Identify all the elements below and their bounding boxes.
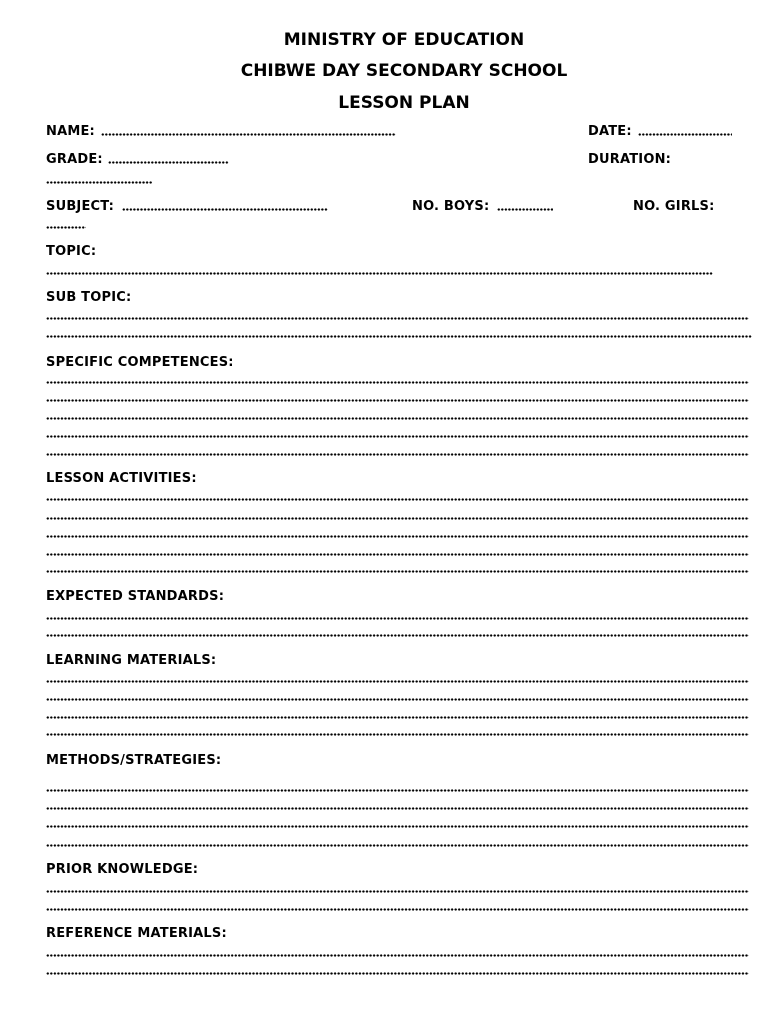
learning-materials-line[interactable]: [46, 716, 749, 719]
name-field[interactable]: [101, 133, 396, 136]
expected-standards-line[interactable]: [46, 634, 749, 637]
methods-strategies-line[interactable]: [46, 844, 749, 847]
specific-competences-line[interactable]: [46, 399, 749, 402]
learning-materials-label: LEARNING MATERIALS:: [46, 653, 217, 668]
prior-knowledge-line[interactable]: [46, 908, 749, 911]
expected-standards-line[interactable]: [46, 617, 749, 620]
topic-label: TOPIC:: [46, 244, 97, 259]
methods-strategies-label: METHODS/STRATEGIES:: [46, 753, 222, 768]
methods-strategies-line[interactable]: [46, 825, 749, 828]
lesson-activities-line[interactable]: [46, 535, 749, 538]
sub-topic-line[interactable]: [46, 317, 749, 320]
subject-label: SUBJECT:: [46, 199, 115, 214]
subject-field[interactable]: [122, 208, 328, 211]
lesson-activities-line[interactable]: [46, 570, 749, 573]
duration-label: DURATION:: [588, 152, 672, 167]
reference-materials-line[interactable]: [46, 972, 749, 975]
no-girls-field[interactable]: [46, 226, 86, 229]
ministry-heading: MINISTRY OF EDUCATION: [283, 30, 525, 50]
learning-materials-line[interactable]: [46, 680, 749, 683]
sub-topic-line[interactable]: [46, 335, 752, 338]
specific-competences-line[interactable]: [46, 453, 749, 456]
specific-competences-line[interactable]: [46, 417, 749, 420]
reference-materials-line[interactable]: [46, 954, 749, 957]
prior-knowledge-label: PRIOR KNOWLEDGE:: [46, 862, 199, 877]
specific-competences-line[interactable]: [46, 381, 749, 384]
no-girls-label: NO. GIRLS:: [633, 199, 715, 214]
grade-label: GRADE:: [46, 152, 103, 167]
reference-materials-label: REFERENCE MATERIALS:: [46, 926, 227, 941]
expected-standards-label: EXPECTED STANDARDS:: [46, 589, 225, 604]
topic-field[interactable]: [46, 272, 713, 275]
school-heading: CHIBWE DAY SECONDARY SCHOOL: [240, 61, 568, 81]
learning-materials-line[interactable]: [46, 698, 749, 701]
grade-field[interactable]: [108, 161, 229, 164]
duration-field[interactable]: [46, 181, 152, 184]
lesson-activities-line[interactable]: [46, 553, 749, 556]
date-field[interactable]: [638, 133, 732, 136]
sub-topic-label: SUB TOPIC:: [46, 290, 132, 305]
no-boys-label: NO. BOYS:: [412, 199, 490, 214]
page-title: LESSON PLAN: [338, 93, 470, 113]
specific-competences-label: SPECIFIC COMPETENCES:: [46, 355, 234, 370]
specific-competences-line[interactable]: [46, 435, 749, 438]
learning-materials-line[interactable]: [46, 733, 749, 736]
methods-strategies-line[interactable]: [46, 807, 749, 810]
no-boys-field[interactable]: [497, 208, 553, 211]
lesson-activities-line[interactable]: [46, 498, 749, 501]
lesson-activities-line[interactable]: [46, 517, 749, 520]
prior-knowledge-line[interactable]: [46, 890, 749, 893]
name-label: NAME:: [46, 124, 95, 139]
date-label: DATE:: [588, 124, 632, 139]
methods-strategies-line[interactable]: [46, 789, 749, 792]
lesson-activities-label: LESSON ACTIVITIES:: [46, 471, 197, 486]
